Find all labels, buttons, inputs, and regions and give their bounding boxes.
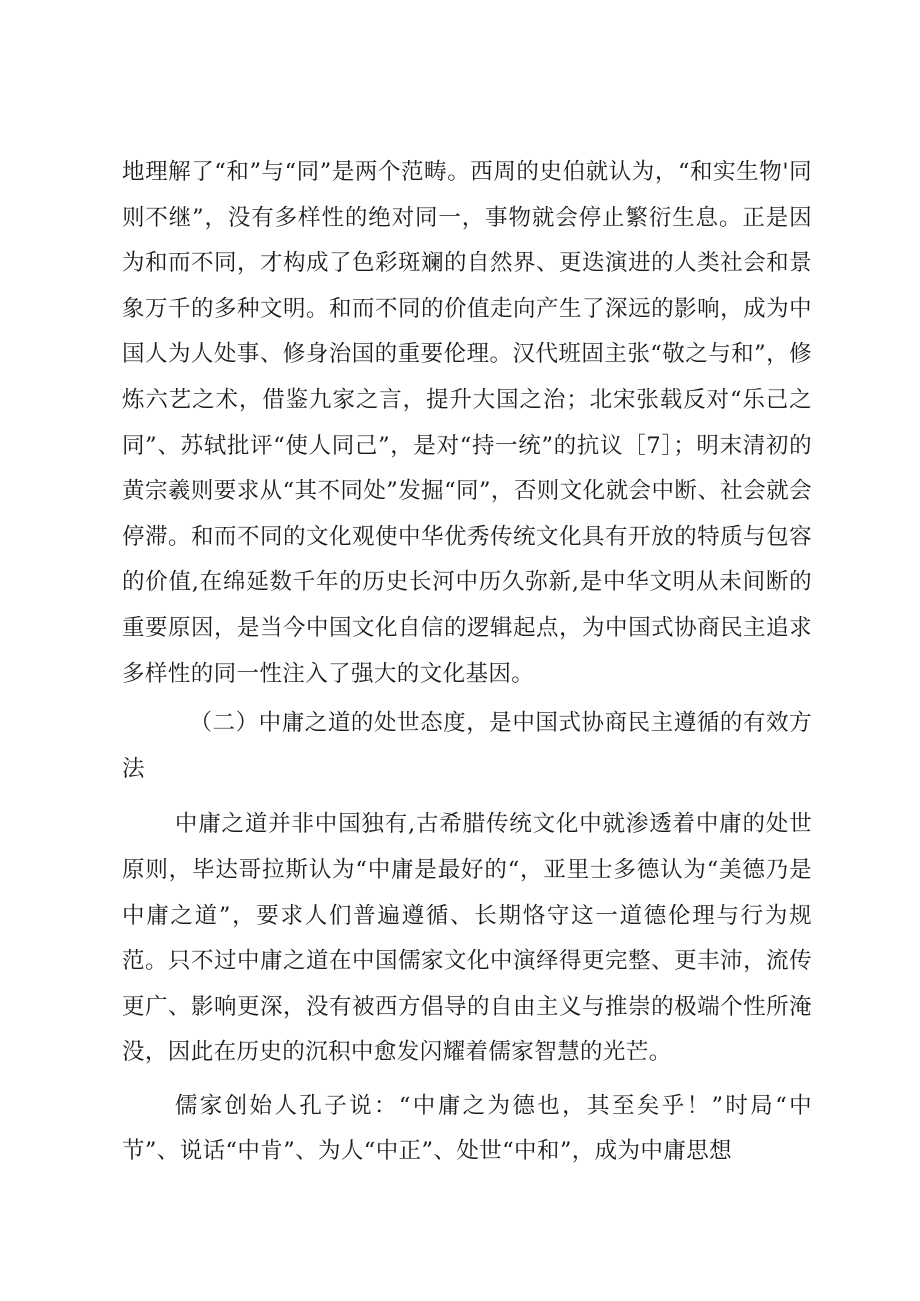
paragraph-confucius-quote: 儒家创始人孔子说：“中庸之为德也，其至矣乎！”时局“中节”、说话“中肯”、为人“中正”、处世“中和”，成为中庸思想 bbox=[122, 1092, 812, 1165]
document-body bbox=[122, 150, 812, 1175]
paragraph-zhongyong-origin: 中庸之道并非中国独有,古希腊传统文化中就渗透着中庸的处世原则，毕达哥拉斯认为“中庸是最好的“，亚里士多德认为“美德乃是中庸之道”，要求人们普遍遵循、长期恪守这一道德伦理与行为规范。只不过中庸之道在中国儒家文化中演绎得更完整、更丰沛，流传更广、影响更深，没有被西方倡导的自由主义与推崇的极端个性所淹没，因此在历史的沉积中愈发闪耀着儒家智慧的光芒。 bbox=[122, 811, 812, 1066]
paragraph-he-er-bu-tong: 地理解了“和”与“同”是两个范畴。西周的史伯就认为，“和实生物'同则不继”，没有多样性的绝对同一，事物就会停止繁衍生息。正是因为和而不同，才构成了色彩斑斓的自然界、更迭演进的人类社会和景象万千的多种文明。和而不同的价值走向产生了深远的影响，成为中国人为人处事、修身治国的重要伦理。汉代班固主张“敬之与和”，修炼六艺之术，借鉴九家之言，提升大国之治；北宋张载反对“乐己之同”、苏轼批评“使人同己”，是对“持一统”的抗议［7］；明末清初的黄宗羲则要求从“其不同处”发掘“同”，否则文化就会中断、社会就会停滞。和而不同的文化观使中华优秀传统文化具有开放的特质与包容的价值,在绵延数千年的历史长河中历久弥新,是中华文明从未间断的重要原因，是当今中国文化自信的逻辑起点，为中国式协商民主追求多样性的同一性注入了强大的文化基因。 bbox=[122, 159, 812, 687]
section-heading-zhongyong: （二）中庸之道的处世态度，是中国式协商民主遵循的有效方法 bbox=[122, 710, 812, 782]
